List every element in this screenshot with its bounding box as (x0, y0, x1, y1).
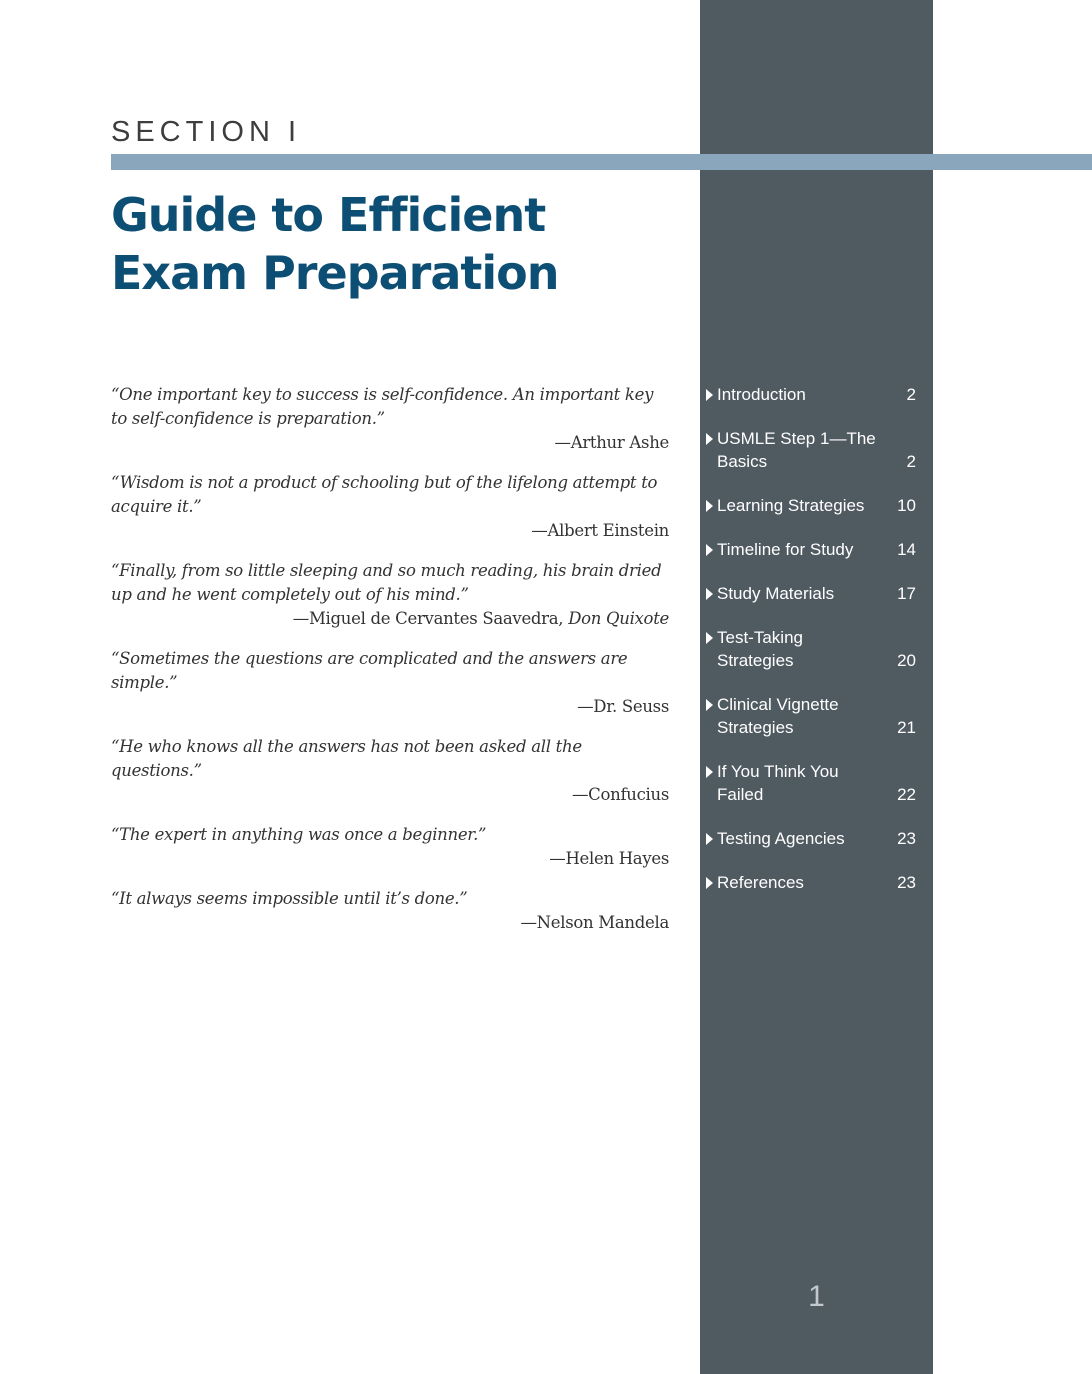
quote-author: —Confucius (571, 785, 669, 804)
toc-item-testing-agencies[interactable] (706, 827, 918, 850)
toc-item-page: 2 (906, 385, 916, 404)
quote-attribution (111, 607, 669, 631)
toc-item-page: 23 (897, 829, 916, 848)
quote-attribution (111, 431, 669, 455)
quote-text: “He who knows all the answers has not been asked all the questions.” (111, 737, 582, 780)
triangle-right-icon (706, 500, 713, 512)
quote-author: —Miguel de Cervantes Saavedra, (292, 609, 569, 628)
section-label: SECTION I (111, 116, 302, 148)
page-number: 1 (808, 1280, 825, 1313)
toc-item-label: USMLE Step 1—The Basics (717, 429, 876, 471)
toc-item-label: Test-Taking Strategies (717, 628, 803, 670)
triangle-right-icon (706, 632, 713, 644)
quote-text: “One important key to success is self-confidence. An important key to self-confidence is preparation.” (111, 385, 654, 428)
toc-item-test-taking[interactable] (706, 626, 918, 672)
toc-item-label: If You Think You Failed (717, 762, 839, 804)
quote-work-title: Don Quixote (568, 609, 669, 628)
quote-item (111, 887, 669, 935)
quote-attribution (111, 911, 669, 935)
toc-item-introduction[interactable] (706, 383, 918, 406)
toc-item-page: 14 (897, 540, 916, 559)
quote-item (111, 383, 669, 455)
quote-text: “Wisdom is not a product of schooling but of the lifelong attempt to acquire it.” (111, 473, 658, 516)
quote-item (111, 647, 669, 719)
toc-item-label: Introduction (717, 385, 806, 404)
triangle-right-icon (706, 877, 713, 889)
quote-item (111, 735, 669, 807)
quote-item (111, 471, 669, 543)
toc-item-page: 17 (897, 584, 916, 603)
table-of-contents (706, 383, 918, 915)
triangle-right-icon (706, 389, 713, 401)
toc-item-clinical-vignette[interactable] (706, 693, 918, 739)
quotes-list (111, 383, 669, 951)
toc-item-page: 22 (897, 785, 916, 804)
quote-author: —Nelson Mandela (520, 913, 669, 932)
quote-text: “Sometimes the questions are complicated and the answers are simple.” (111, 649, 628, 692)
quote-author: —Dr. Seuss (577, 697, 669, 716)
toc-item-label: Testing Agencies (717, 829, 845, 848)
quote-author: —Helen Hayes (549, 849, 669, 868)
triangle-right-icon (706, 833, 713, 845)
toc-item-label: References (717, 873, 804, 892)
toc-item-label: Study Materials (717, 584, 835, 603)
triangle-right-icon (706, 699, 713, 711)
quote-attribution (111, 519, 669, 543)
toc-item-page: 23 (897, 873, 916, 892)
toc-item-label: Timeline for Study (717, 540, 854, 559)
quote-attribution (111, 847, 669, 871)
quote-text: “It always seems impossible until it’s done.” (111, 889, 468, 908)
triangle-right-icon (706, 766, 713, 778)
triangle-right-icon (706, 544, 713, 556)
triangle-right-icon (706, 433, 713, 445)
page-title (111, 186, 558, 302)
quote-text: “Finally, from so little sleeping and so much reading, his brain dried up and he went completely out of his mind.” (111, 561, 662, 604)
quote-author: —Arthur Ashe (554, 433, 669, 452)
toc-item-usmle-basics[interactable] (706, 427, 918, 473)
toc-item-label: Clinical Vignette Strategies (717, 695, 839, 737)
toc-item-learning-strategies[interactable] (706, 494, 918, 517)
toc-item-page: 2 (906, 452, 916, 471)
toc-item-label: Learning Strategies (717, 496, 865, 515)
page-title-line-2: Exam Preparation (111, 246, 559, 300)
toc-item-references[interactable] (706, 871, 918, 894)
triangle-right-icon (706, 588, 713, 600)
quote-text: “The expert in anything was once a beginner.” (111, 825, 487, 844)
section-rule (111, 154, 1092, 170)
toc-item-page: 10 (897, 496, 916, 515)
toc-item-study-materials[interactable] (706, 582, 918, 605)
toc-item-page: 20 (897, 651, 916, 670)
quote-item (111, 559, 669, 631)
toc-item-if-failed[interactable] (706, 760, 918, 806)
quote-author: —Albert Einstein (531, 521, 669, 540)
quote-attribution (111, 783, 669, 807)
quote-item (111, 823, 669, 871)
toc-item-page: 21 (897, 718, 916, 737)
page-title-line-1: Guide to Efficient (111, 188, 546, 242)
quote-attribution (111, 695, 669, 719)
toc-item-timeline[interactable] (706, 538, 918, 561)
